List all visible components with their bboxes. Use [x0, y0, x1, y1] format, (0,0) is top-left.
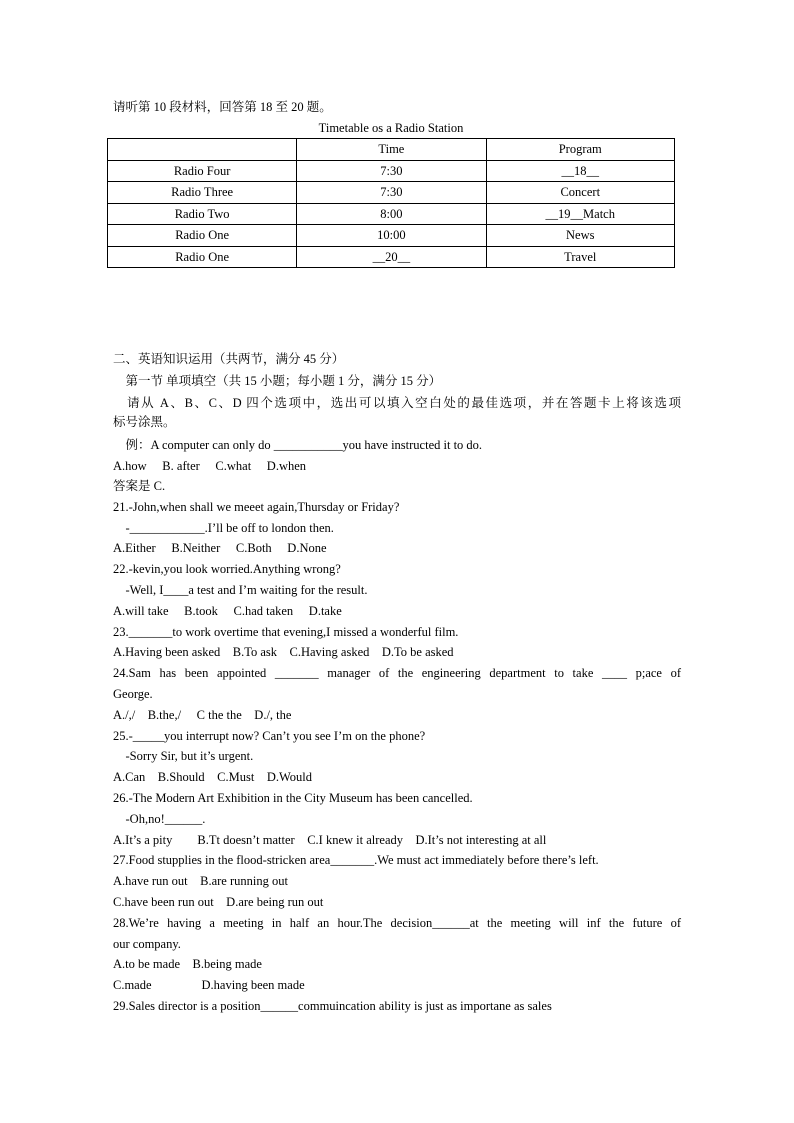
question-21-dialogue: -____________.I’ll be off to london then. — [113, 521, 334, 535]
question-21-options: A.Either B.Neither C.Both D.None — [113, 541, 327, 555]
table-cell: __19__Match — [486, 203, 674, 225]
question-28: 28.We’re having a meeting in half an hour.The decision______at the meeting will inf the future of — [113, 916, 681, 930]
question-26-options: A.It’s a pity B.Tt doesn’t matter C.I knew it already D.It’s not interesting at all — [113, 833, 547, 847]
table-row — [108, 160, 675, 182]
question-26-dialogue: -Oh,no!______. — [113, 812, 206, 826]
table-cell: Radio Four — [108, 160, 297, 182]
table-cell: Radio Three — [108, 182, 297, 204]
table-row — [108, 203, 675, 225]
example-options: A.how B. after C.what D.when — [113, 459, 307, 473]
question-27-options-ab: A.have run out B.are running out — [113, 874, 288, 888]
table-row — [108, 182, 675, 204]
instruction-text-continued: 标号涂黑。 — [113, 415, 176, 429]
table-cell: Radio One — [108, 225, 297, 247]
question-24-options: A./,/ B.the,/ C the the D./, the — [113, 708, 292, 722]
table-header-cell: Program — [486, 139, 674, 161]
question-29: 29.Sales director is a position______commuincation ability is just as importane as sales — [113, 999, 552, 1013]
table-cell: __18__ — [486, 160, 674, 182]
table-cell: Radio One — [108, 246, 297, 268]
question-28-continued: our company. — [113, 937, 181, 951]
subsection-heading: 第一节 单项填空（共 15 小题；每小题 1 分，满分 15 分） — [113, 374, 442, 388]
table-cell: News — [486, 225, 674, 247]
table-cell: 8:00 — [297, 203, 486, 225]
section-heading: 二、英语知识运用（共两节，满分 45 分） — [113, 352, 345, 366]
table-cell: __20__ — [297, 246, 486, 268]
table-row — [108, 246, 675, 268]
question-28-options-ab: A.to be made B.being made — [113, 957, 262, 971]
table-cell: 7:30 — [297, 160, 486, 182]
question-22-dialogue: -Well, I____a test and I’m waiting for the result. — [113, 583, 368, 597]
table-row — [108, 225, 675, 247]
question-24-continued: George. — [113, 687, 153, 701]
question-25-dialogue: -Sorry Sir, but it’s urgent. — [113, 749, 254, 763]
table-cell: 7:30 — [297, 182, 486, 204]
question-22: 22.-kevin,you look worried.Anything wrong? — [113, 562, 341, 576]
table-cell: Concert — [486, 182, 674, 204]
question-26: 26.-The Modern Art Exhibition in the City Museum has been cancelled. — [113, 791, 473, 805]
radio-timetable — [107, 138, 675, 268]
table-header-cell: Time — [297, 139, 486, 161]
table-header-cell — [108, 139, 297, 161]
question-23: 23._______to work overtime that evening,I missed a wonderful film. — [113, 625, 459, 639]
table-cell: Travel — [486, 246, 674, 268]
question-22-options: A.will take B.took C.had taken D.take — [113, 604, 342, 618]
question-25: 25.-_____you interrupt now? Can’t you see I’m on the phone? — [113, 729, 426, 743]
example-answer: 答案是 C. — [113, 479, 166, 493]
table-header-row — [108, 139, 675, 161]
instruction-text: 请从 A、B、C、D 四个选项中，选出可以填入空白处的最佳选项，并在答题卡上将该选项 — [113, 396, 681, 410]
question-27-options-cd: C.have been run out D.are being run out — [113, 895, 324, 909]
table-caption: Timetable os a Radio Station — [318, 121, 464, 135]
question-24: 24.Sam has been appointed _______ manager of the engineering department to take ____ p;ace of — [113, 666, 681, 680]
listening-instruction: 请听第 10 段材料，回答第 18 至 20 题。 — [113, 100, 332, 114]
question-21: 21.-John,when shall we meeet again,Thursday or Friday? — [113, 500, 400, 514]
question-25-options: A.Can B.Should C.Must D.Would — [113, 770, 313, 784]
question-27: 27.Food stupplies in the flood-stricken area_______.We must act immediately before there’s left. — [113, 853, 599, 867]
table-cell: 10:00 — [297, 225, 486, 247]
question-28-options-cd: C.made D.having been made — [113, 978, 305, 992]
question-23-options: A.Having been asked B.To ask C.Having asked D.To be asked — [113, 645, 454, 659]
table-cell: Radio Two — [108, 203, 297, 225]
example-question: 例：A computer can only do ___________you have instructed it to do. — [113, 438, 483, 452]
